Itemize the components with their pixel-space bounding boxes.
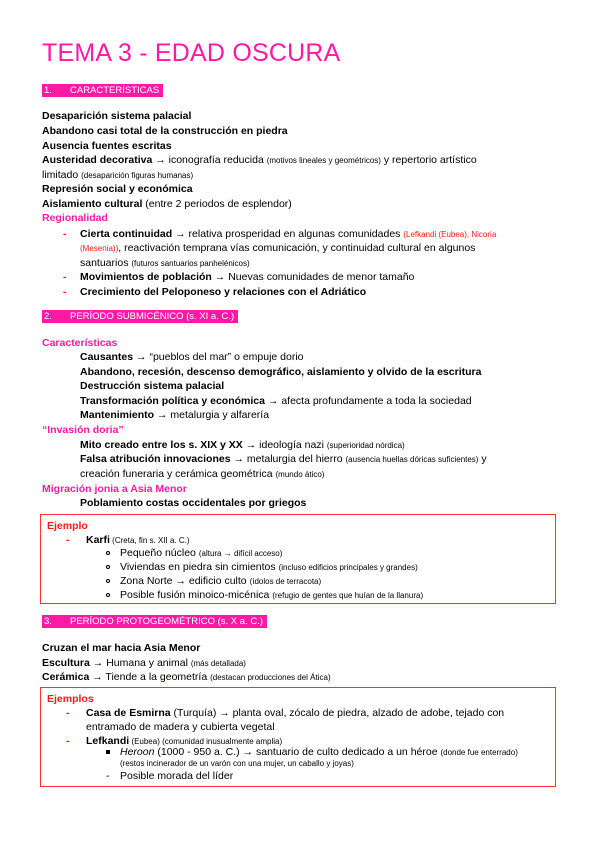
- text-line: Austeridad decorativa → iconografía reducida (motivos lineales y geométricos) y repertorio artístico: [42, 154, 477, 166]
- page-title: TEMA 3 - EDAD OSCURA: [42, 39, 341, 67]
- text-line: limitado (desaparición figuras humanas): [42, 169, 194, 181]
- text-line: Ausencia fuentes escritas: [42, 140, 172, 152]
- dash-bullet: -: [66, 534, 70, 546]
- text-line: Poblamiento costas occidentales por griegos: [80, 497, 307, 509]
- section-heading-submicenico: 2. PERÍODO SUBMICÉNICO (s. XI a. C.): [42, 310, 238, 323]
- text-line: Mito creado entre los s. XIX y XX → ideología nazi (superioridad nórdica): [80, 439, 405, 451]
- subheading-migracion-jonia: Migración jonia a Asia Menor: [42, 483, 187, 495]
- list-item-cont: santuarios (futuros santuarios panhelénicos): [80, 257, 250, 269]
- text-line: Falsa atribución innovaciones → metalurgia del hierro (ausencia huellas dóricas suficientes) y: [80, 453, 487, 465]
- section-heading-protogeometrico: 3. PERÍODO PROTOGEOMÉTRICO (s. X a. C.): [42, 615, 267, 628]
- list-item: Cierta continuidad → relativa prosperidad en algunas comunidades (Lefkandi (Eubea), Nicoria: [80, 228, 497, 240]
- list-item: Movimientos de población → Nuevas comunidades de menor tamaño: [80, 271, 415, 283]
- text-line: Aislamiento cultural (entre 2 periodos de esplendor): [42, 198, 292, 210]
- dash-bullet: -: [66, 735, 70, 747]
- subheading-invasion-doria: “Invasión doria”: [42, 424, 124, 436]
- circle-bullet: [106, 579, 110, 583]
- circle-bullet: [106, 565, 110, 569]
- example-subitem: Pequeño núcleo (altura → difícil acceso): [120, 547, 283, 559]
- example-item: Casa de Esmirna (Turquía) → planta oval, zócalo de piedra, alzado de adobe, tejado con: [86, 707, 505, 719]
- text-line: Represión social y económica: [42, 183, 193, 195]
- text-line: Cruzan el mar hacia Asia Menor: [42, 642, 201, 654]
- dash-bullet: -: [63, 286, 67, 298]
- example-item: Karfi (Creta, fin s. XII a. C.): [86, 534, 190, 546]
- text-line: creación funeraria y cerámica geométrica (mundo ático): [80, 468, 325, 480]
- subheading-regionalidad: Regionalidad: [42, 212, 108, 224]
- example-heading: Ejemplo: [47, 520, 88, 532]
- dash-bullet: -: [66, 707, 70, 719]
- dash-bullet: -: [106, 770, 110, 782]
- dash-bullet: -: [63, 228, 67, 240]
- text-line: Desaparición sistema palacial: [42, 110, 192, 122]
- example-subitem: Posible fusión minoico-micénica (refugio de gentes que huían de la llanura): [120, 589, 424, 601]
- example-subitem: Viviendas en piedra sin cimientos (incluso edificios principales y grandes): [120, 561, 418, 573]
- dash-bullet: -: [63, 271, 67, 283]
- example-item-cont: entramado de madera y cubierta vegetal: [86, 721, 275, 733]
- text-line: Mantenimiento → metalurgia y alfarería: [80, 409, 270, 421]
- text-line: Causantes → “pueblos del mar” o empuje dorio: [80, 351, 304, 363]
- circle-bullet: [106, 551, 110, 555]
- text-line: Transformación política y económica → afecta profundamente a toda la sociedad: [80, 395, 472, 407]
- example-subitem: Heroon (1000 - 950 a. C.) → santuario de culto dedicado a un héroe (donde fue enterrado): [120, 746, 518, 758]
- example-subitem-note: (restos incinerador de un varón con una mujer, un caballo y joyas): [120, 759, 354, 768]
- list-item-cont: (Mesenia)), reactivación temprana vías comunicación, y continuidad cultural en algunos: [80, 242, 476, 254]
- text-line: Cerámica → Tiende a la geometría (destacan producciones del Ática): [42, 671, 331, 683]
- example-item: Lefkandi (Eubea) (comunidad inusualmente amplia): [86, 735, 283, 747]
- example-subitem: Posible morada del líder: [120, 770, 234, 782]
- section-heading-caracteristicas: 1. CARACTERÍSTICAS: [42, 84, 163, 97]
- example-subitem: Zona Norte → edificio culto (ídolos de terracota): [120, 575, 322, 587]
- text-line: Abandono casi total de la construcción en piedra: [42, 125, 288, 137]
- text-line: Abandono, recesión, descenso demográfico, aislamiento y olvido de la escritura: [80, 366, 482, 378]
- square-bullet: [106, 750, 110, 754]
- circle-bullet: [106, 593, 110, 597]
- example-heading: Ejemplos: [47, 693, 94, 705]
- text-line: Escultura → Humana y animal (más detallada): [42, 657, 246, 669]
- subheading-caracteristicas: Características: [42, 337, 118, 349]
- list-item: Crecimiento del Peloponeso y relaciones con el Adriático: [80, 286, 367, 298]
- text-line: Destrucción sistema palacial: [80, 380, 225, 392]
